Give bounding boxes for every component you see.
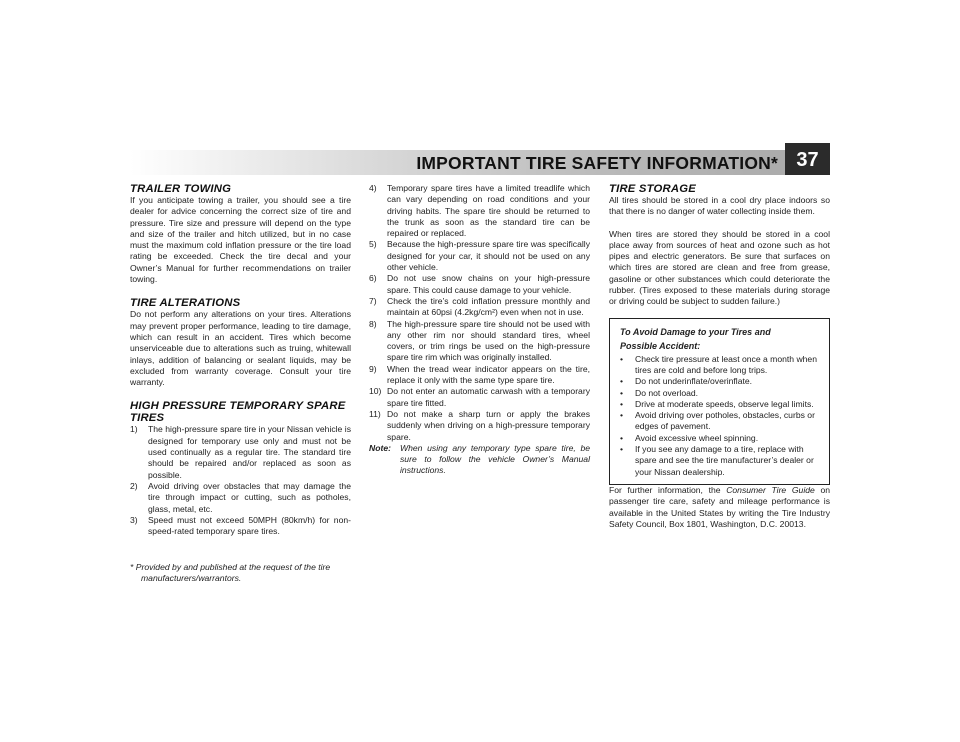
warning-list	[620, 354, 819, 478]
list-item: 2) Avoid driving over obstacles that may damage the tire through impact or cutting, such as potholes, glass, metal, etc.	[130, 480, 351, 514]
bullet-icon: •	[620, 353, 624, 364]
column-left	[130, 183, 351, 537]
tire-alterations-heading: TIRE ALTERATIONS	[130, 297, 241, 310]
bullet-icon: •	[620, 410, 624, 421]
further-info: For further information, the Consumer Tire Guide on passenger tire care, safety and mileage performance is available in the United States by writing the Tire Industry Safety Council, Box 1801, Washington, D.C. 20013.	[609, 484, 831, 529]
spare-tire-list-part1	[130, 424, 351, 537]
footnote: * Provided by and published at the request of the tire manufacturers/warrantors.	[130, 562, 331, 584]
tire-storage-para1: All tires should be stored in a cool dry place indoors so that there is no danger of water collecting inside them.	[609, 195, 830, 217]
list-item: 4) Temporary spare tires have a limited treadlife which can vary depending on road conditions and your driving habits. The spare tire should be returned to the trunk as soon as the standard tire can be repaired or replaced.	[369, 183, 590, 239]
warning-box	[609, 318, 830, 485]
list-item: • Do not underinflate/overinflate.	[620, 376, 753, 387]
list-item: 9) When the tread wear indicator appears on the tire, replace it only with the same type spare tire.	[369, 363, 590, 386]
bullet-icon: •	[620, 376, 624, 387]
list-item: • Do not overload.	[620, 387, 699, 398]
list-item: • If you see any damage to a tire, replace with spare and see the tire manufacturer’s dealer or your Nissan dealership.	[620, 444, 814, 477]
page-number: 37	[785, 143, 830, 175]
consumer-tire-guide-title: Consumer Tire Guide	[726, 484, 815, 495]
trailer-towing-body: If you anticipate towing a trailer, you should see a tire dealer for advice concerning the correct size of tire and pressure. Tire size and pressure will depend on the type and size of the trailer and hitch utilized, but in no case must the maximum cold inflation pressure or the tire load rating be exceeded. Check the tire decal and your Owner’s Manual for further recommendations on trailer towing.	[130, 195, 351, 285]
bullet-icon: •	[620, 398, 624, 409]
list-item: 7) Check the tire’s cold inflation pressure monthly and maintain at 60psi (4.2kg/cm²) even when not in use.	[369, 295, 590, 318]
tire-alterations-body: Do not perform any alterations on your tires. Alterations may prevent proper performance, leading to tire damage, which can result in an accident. Tires which become unserviceable due to alterations such as truing, whitewall inlays, addition of balancing or sealant liquids, may be excluded from warranty coverage. Consult your tire warranty.	[130, 309, 351, 388]
list-item: • Avoid excessive wheel spinning.	[620, 432, 759, 443]
list-item: 11) Do not make a sharp turn or apply the brakes suddenly when driving on a high-pressure temporary spare.	[369, 408, 590, 442]
list-item: 1) The high-pressure spare tire in your Nissan vehicle is designed for temporary use only and must not be used continually as a regular tire. The standard tire should be repaired and/or replaced as soon as possible.	[130, 424, 351, 480]
header-bar	[130, 150, 830, 175]
trailer-towing-heading: TRAILER TOWING	[130, 183, 232, 195]
column-middle	[369, 183, 590, 477]
list-item: • Check tire pressure at least once a month when tires are cold and before long trips.	[620, 353, 817, 375]
note-label: Note:	[369, 442, 391, 453]
note	[369, 443, 590, 477]
list-item: 6) Do not use snow chains on your high-pressure spare. This could cause damage to your vehicle.	[369, 273, 590, 295]
list-item: 3) Speed must not exceed 50MPH (80km/h) for non-speed-rated temporary spare tires.	[130, 514, 351, 537]
list-item: 8) The high-pressure spare tire should not be used with any other rim nor should standard tires, wheel covers, or trim rings be used on the high-pressure spare tire rim which was originally installed.	[369, 318, 590, 363]
bullet-icon: •	[620, 444, 624, 455]
high-pressure-heading: HIGH PRESSURE TEMPORARY SPARE TIRES	[130, 400, 346, 425]
list-item: 5) Because the high-pressure spare tire was specifically designed for your car, it should not be used on any other vehicle.	[369, 239, 590, 273]
tire-storage-heading: TIRE STORAGE	[609, 183, 696, 195]
note-text: When using any temporary type spare tire, be sure to follow the vehicle Owner’s Manual instructions.	[400, 442, 590, 476]
list-item: • Drive at moderate speeds, observe legal limits.	[620, 398, 814, 409]
list-item: • Avoid driving over potholes, obstacles, curbs or edges of pavement.	[620, 410, 815, 432]
tire-storage-para2: When tires are stored they should be stored in a cool place away from sources of heat and ozone such as hot pipes and electric generators. Be sure that surfaces on which tires are stored are clean and free from grease, gasoline or other substances which could deteriorate the rubber. (Tires exposed to these materials during storage or driving could be subject to sudden failure.)	[609, 228, 830, 307]
bullet-icon: •	[620, 432, 624, 443]
list-item: 10) Do not enter an automatic carwash with a temporary spare tire fitted.	[369, 386, 590, 408]
page-title: IMPORTANT TIRE SAFETY INFORMATION*	[416, 153, 778, 173]
column-right	[609, 183, 830, 530]
spare-tire-list-part2	[369, 183, 590, 443]
warning-title-line1: To Avoid Damage to your Tires and	[620, 326, 771, 337]
warning-title-line2: Possible Accident:	[620, 340, 701, 351]
bullet-icon: •	[620, 387, 624, 398]
